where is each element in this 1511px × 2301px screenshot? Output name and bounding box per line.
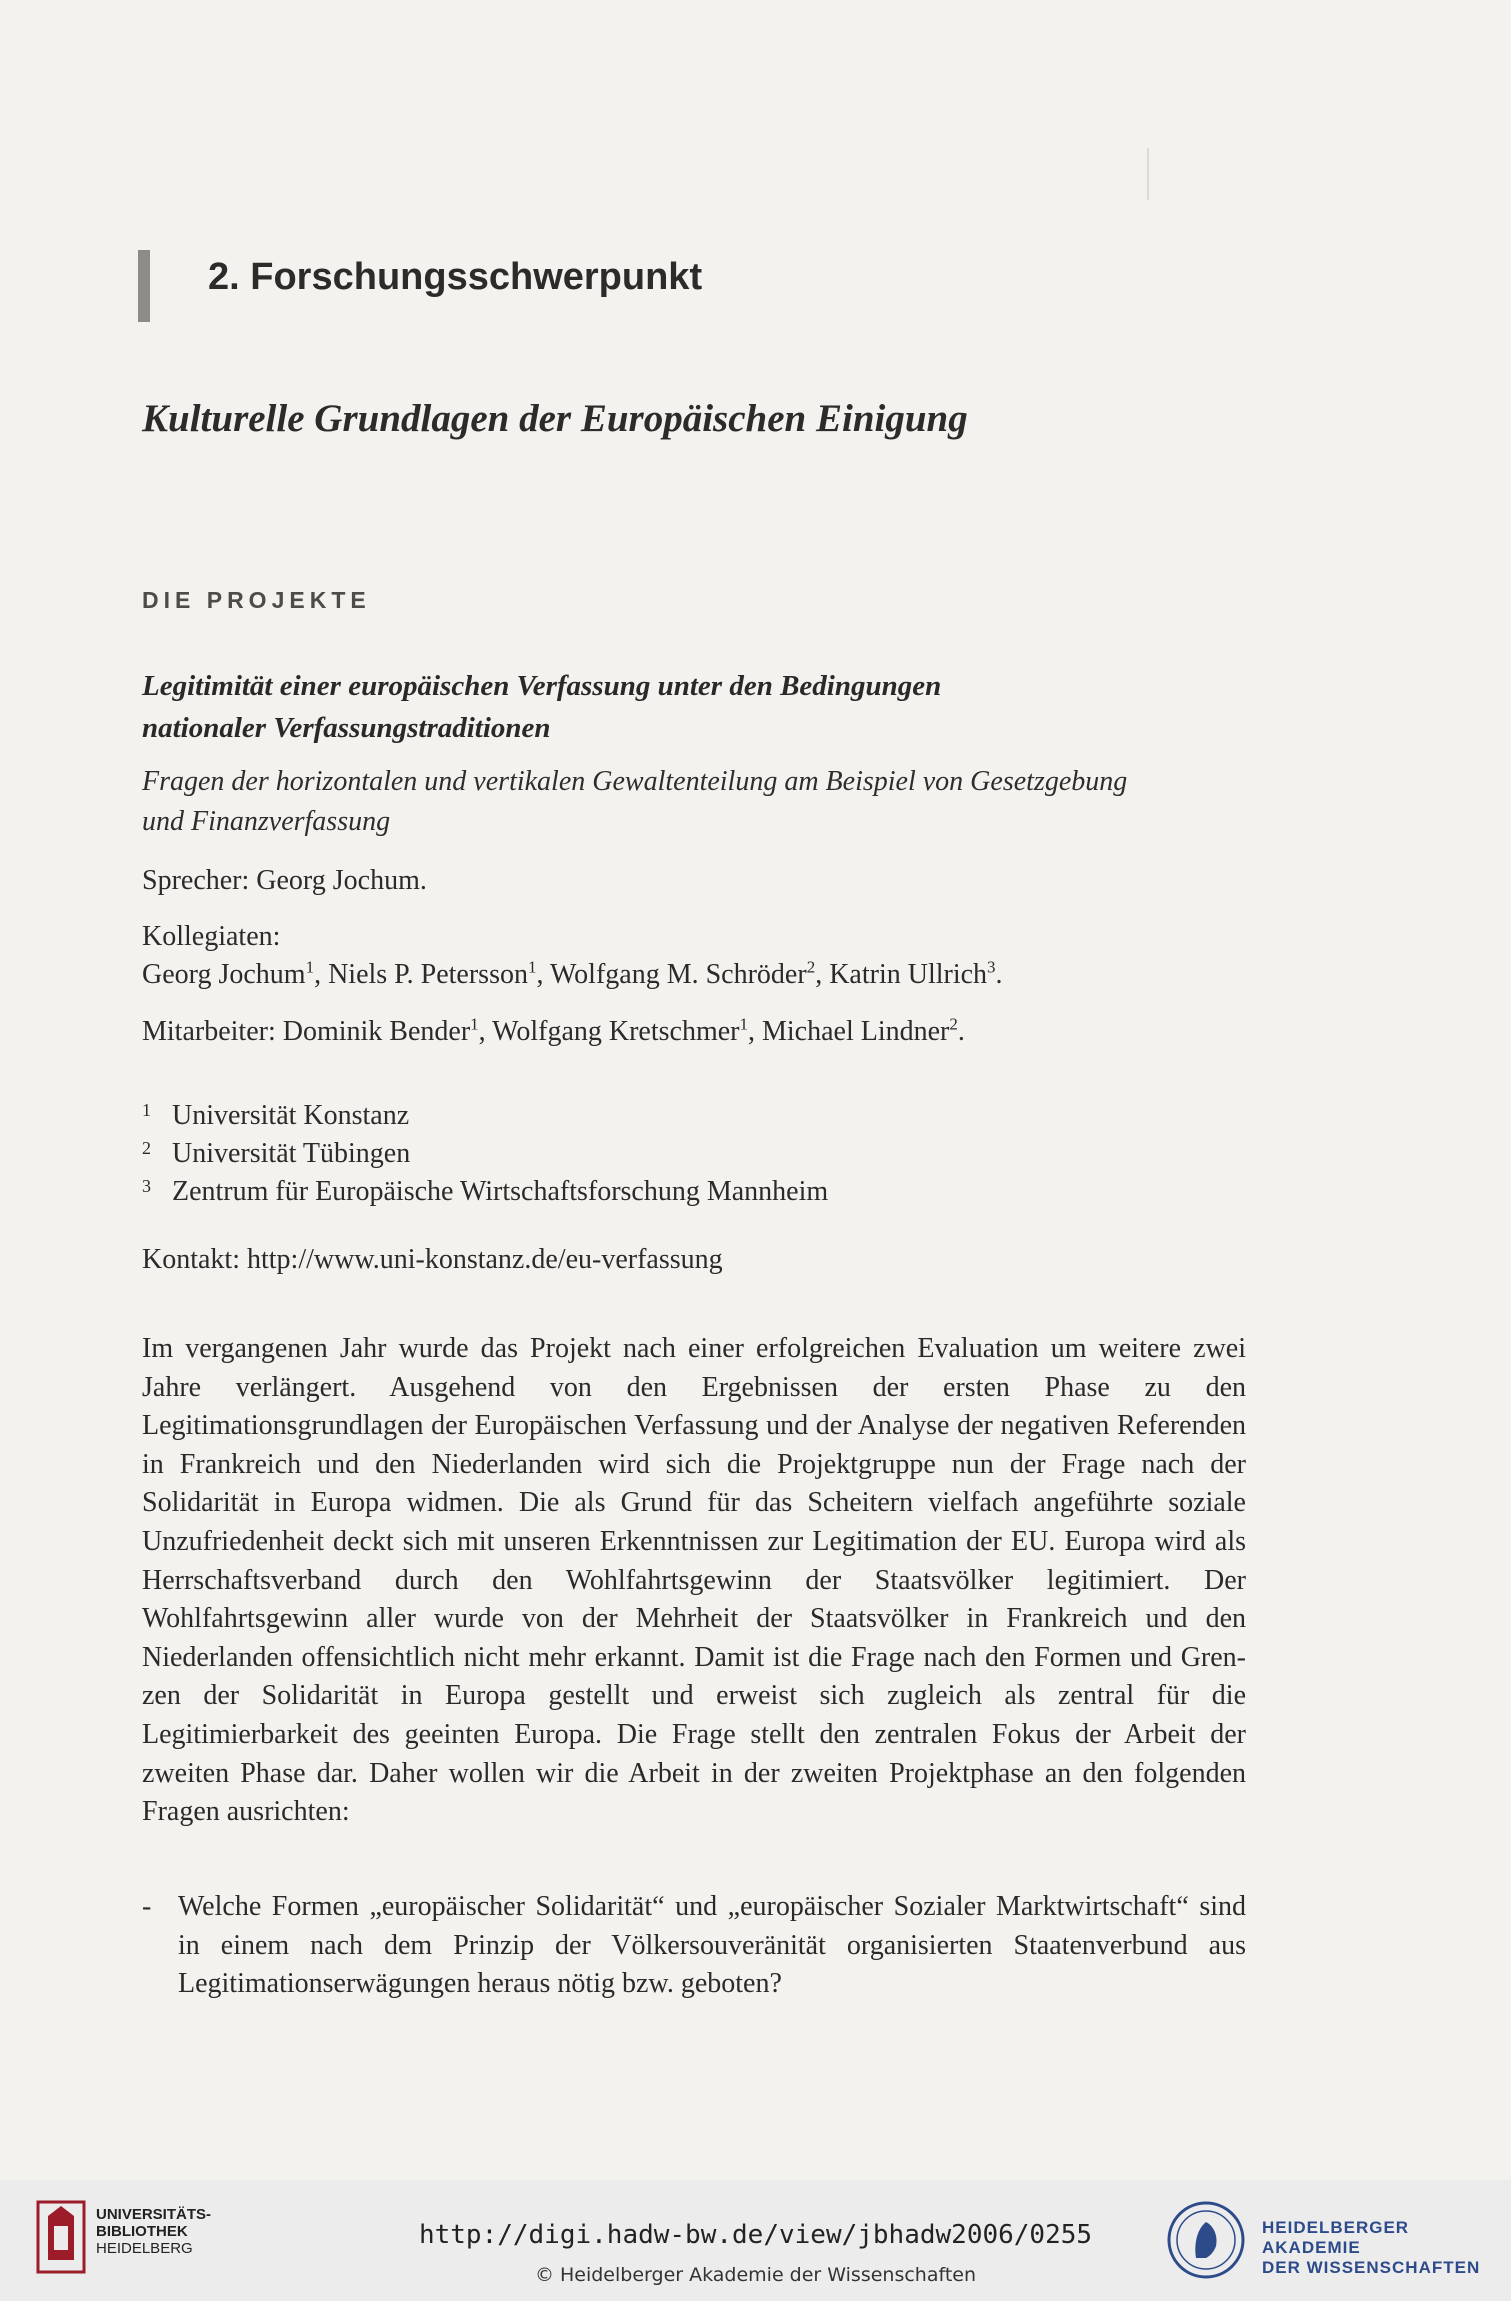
project-title xyxy=(142,665,1262,749)
list-separator: , xyxy=(815,959,830,990)
bullet-text: Welche Formen „europäischer Solidarität“ und „europäischer Sozialer Marktwirtschaft“ sind in einem nach dem Prinzip der Völkersouveränität organisierten Staatenverbund aus Legitimationserwägungen heraus nötig bzw. geboten? xyxy=(178,1891,1246,2000)
projects-label: DIE PROJEKTE xyxy=(142,587,371,613)
list-separator: , xyxy=(314,959,329,990)
academy-name xyxy=(1262,2218,1511,2278)
kollegiaten-list xyxy=(142,955,1003,995)
bullet-dash: - xyxy=(142,1891,152,1922)
permalink-url[interactable]: http://digi.hadw-bw.de/view/jbhadw2006/0255 xyxy=(418,2220,1093,2250)
academy-name-line: DER WISSENSCHAFTEN xyxy=(1262,2258,1481,2277)
affiliation-ref: 2 xyxy=(949,1014,958,1034)
footnote-number: 1 xyxy=(142,1100,151,1120)
section-marker-bar xyxy=(138,250,150,322)
project-subtitle-line: und Finanzverfassung xyxy=(142,806,391,837)
kollegiaten-label: Kollegiaten: xyxy=(142,921,281,952)
list-separator: . xyxy=(995,959,1003,990)
bleed-through-rule xyxy=(1147,148,1149,200)
list-separator: , xyxy=(747,1016,762,1047)
person-name: Wolfgang Kretschmer xyxy=(492,1016,740,1047)
footnote-text: Universität Tübingen xyxy=(172,1138,411,1169)
affiliation-ref: 1 xyxy=(527,957,537,977)
person-name: Michael Lindner xyxy=(761,1016,950,1047)
academy-name-line: HEIDELBERGER AKADEMIE xyxy=(1262,2218,1410,2257)
footnote-text: Zentrum für Europäische Wirtschaftsforschung Mannheim xyxy=(172,1176,829,1207)
affiliation-ref: 1 xyxy=(739,1014,748,1034)
affiliation-ref: 3 xyxy=(987,957,996,977)
footnote-number: 3 xyxy=(142,1176,151,1196)
list-separator: . xyxy=(957,1016,965,1047)
copyright-notice: © Heidelberger Akademie der Wissenschaften xyxy=(534,2264,977,2286)
affiliation-ref: 2 xyxy=(806,957,816,977)
affiliation-ref: 1 xyxy=(305,957,315,977)
bullet-item xyxy=(142,1888,1246,2004)
project-subtitle xyxy=(142,762,1262,842)
person-name: Wolfgang M. Schröder xyxy=(549,959,807,990)
person-name: Georg Jochum xyxy=(142,959,306,990)
mitarbeiter-label: Mitarbeiter: xyxy=(142,1016,283,1047)
section-heading: 2. Forschungsschwerpunkt xyxy=(208,256,703,298)
person-name: Katrin Ullrich xyxy=(829,959,988,990)
list-separator: , xyxy=(536,959,550,990)
body-paragraph-text: Im vergangenen Jahr wurde das Projekt nach einer erfolgreichen Evaluation um weitere zwei Jahre verlängert. Ausgehend von den Ergebnissen der ersten Phase zu den Legitimationsgrundlagen der Europäischen Verfassung und der Analyse der negativen Referenden in Frankreich und den Niederlanden wird sich die Projektgruppe nun der Frage nach der Solidarität in Europa widmen. Die als Grund für das Scheitern vielfach angeführte soziale Unzufriedenheit deckt sich mit unseren Erkenntnissen zur Legitimation der EU. Europa wird als Herrschaftsverband durch den Wohlfahrtsgewinn der Staatsvölker legitimiert. Der Wohlfahrtsgewinn aller wurde von der Mehrheit der Staatsvölker in Frankreich und den Niederlanden offensichtlich nicht mehr erkannt. Damit ist die Frage nach den Formen und Grenzen der Solidarität in Europa gestellt und erweist sich zugleich als zentral für die Legitimierbarkeit des geeinten Europa. Die Frage stellt den zentralen Fokus der Arbeit der zweiten Phase dar. Daher wollen wir die Arbeit in der zweiten Projektphase an den folgenden Fragen ausrichten: xyxy=(142,1333,1246,1828)
library-name-line: HEIDELBERG xyxy=(96,2240,193,2257)
project-subtitle-line: Fragen der horizontalen und vertikalen Gewaltenteilung am Beispiel von Gesetzgebung xyxy=(142,766,1128,797)
academy-seal-icon xyxy=(1166,2200,1246,2280)
mitarbeiter-list xyxy=(142,1012,965,1052)
section-subtitle: Kulturelle Grundlagen der Europäischen Einigung xyxy=(142,397,968,440)
footnote-number: 2 xyxy=(142,1138,151,1158)
footnote-text: Universität Konstanz xyxy=(172,1100,410,1131)
list-separator: , xyxy=(478,1016,493,1047)
footer-bar xyxy=(0,2180,1511,2301)
person-name: Dominik Bender xyxy=(282,1016,471,1047)
kontakt-line: Kontakt: http://www.uni-konstanz.de/eu-verfassung xyxy=(142,1244,723,1275)
project-title-line: nationaler Verfassungstraditionen xyxy=(142,712,551,744)
footnote xyxy=(142,1166,828,1212)
library-name-line: UNIVERSITÄTS- xyxy=(96,2206,212,2223)
library-name-line: BIBLIOTHEK xyxy=(96,2223,188,2240)
sprecher-line: Sprecher: Georg Jochum. xyxy=(142,865,427,896)
affiliation-ref: 1 xyxy=(470,1014,479,1034)
person-name: Niels P. Petersson xyxy=(328,959,528,990)
body-paragraph xyxy=(142,1330,1246,1832)
project-title-line: Legitimität einer europäischen Verfassung unter den Bedingungen xyxy=(142,670,942,702)
